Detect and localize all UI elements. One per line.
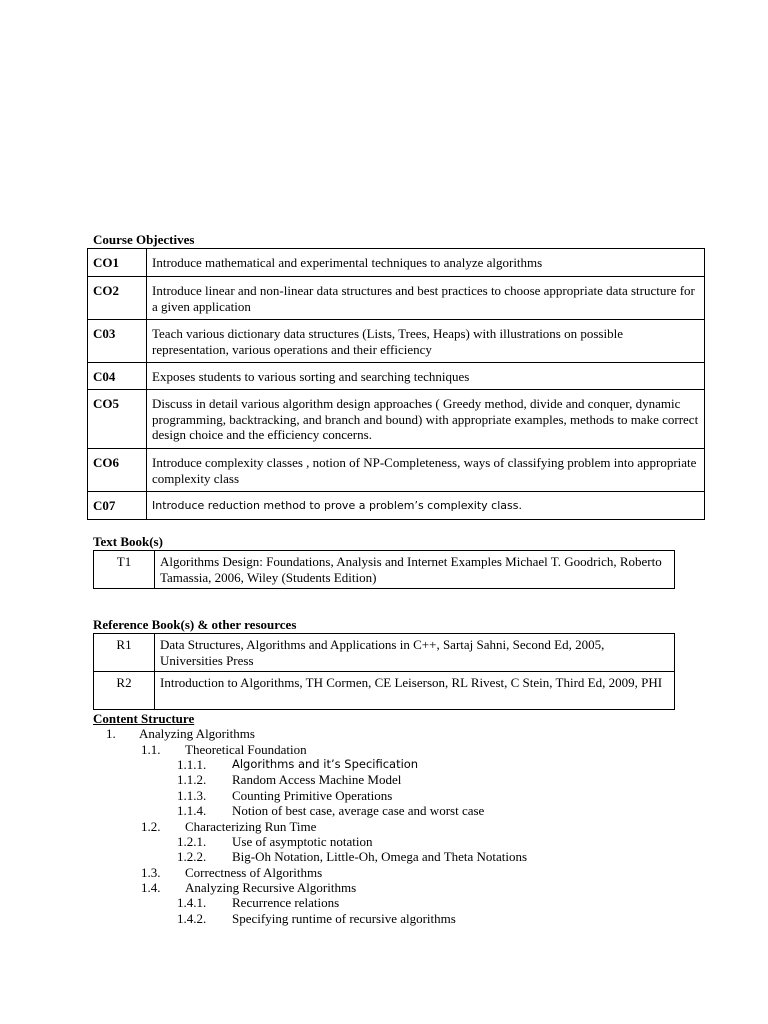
item-text: Theoretical Foundation — [185, 742, 307, 757]
co-description: Introduce reduction method to prove a problem’s complexity class. — [147, 492, 705, 520]
item-text: Characterizing Run Time — [185, 819, 317, 834]
table-row — [88, 449, 705, 492]
item-text: Random Access Machine Model — [232, 772, 402, 787]
item-number: 1.1. — [141, 742, 161, 757]
item-number: 1.1.2. — [177, 772, 207, 787]
co-code: C03 — [88, 320, 147, 363]
item-text: Algorithms and it’s Specification — [232, 757, 419, 771]
course-objectives-heading: Course Objectives — [93, 232, 195, 247]
table-row — [94, 634, 675, 672]
co-code: CO2 — [88, 277, 147, 320]
reference-books-heading: Reference Book(s) & other resources — [93, 617, 297, 632]
item-number: 1.1.3. — [177, 788, 207, 803]
book-description: Data Structures, Algorithms and Applications in C++, Sartaj Sahni, Second Ed, 2005, Universities Press — [155, 634, 675, 672]
item-text: Counting Primitive Operations — [232, 788, 393, 803]
co-code: C04 — [88, 363, 147, 390]
item-number: 1.1.4. — [177, 803, 207, 818]
table-row — [94, 551, 675, 589]
item-number: 1.1.1. — [177, 757, 207, 772]
table-row — [88, 249, 705, 277]
co-description: Discuss in detail various algorithm design approaches ( Greedy method, divide and conquer, dynamic programming, backtracking, and branch and bound) with appropriate examples, methods to make correct design choice and the efficiency concerns. — [147, 390, 705, 449]
co-code: C07 — [88, 492, 147, 520]
table-row — [88, 277, 705, 320]
item-text: Notion of best case, average case and worst case — [232, 803, 485, 818]
item-text: Analyzing Algorithms — [139, 726, 255, 741]
item-text: Specifying runtime of recursive algorithms — [232, 911, 456, 926]
item-number: 1.4.1. — [177, 895, 207, 910]
co-description: Introduce mathematical and experimental techniques to analyze algorithms — [147, 249, 705, 277]
co-description: Exposes students to various sorting and searching techniques — [147, 363, 705, 390]
table-row — [88, 320, 705, 363]
table-row — [94, 672, 675, 710]
table-row — [88, 492, 705, 520]
item-text: Recurrence relations — [232, 895, 340, 910]
item-text: Use of asymptotic notation — [232, 834, 373, 849]
co-code: CO5 — [88, 390, 147, 449]
item-number: 1.2.1. — [177, 834, 207, 849]
reference-books-table — [93, 633, 675, 710]
co-code: CO1 — [88, 249, 147, 277]
item-number: 1.2.2. — [177, 849, 207, 864]
book-description: Algorithms Design: Foundations, Analysis and Internet Examples Michael T. Goodrich, Roberto Tamassia, 2006, Wiley (Students Edition) — [155, 551, 675, 589]
text-books-heading: Text Book(s) — [93, 534, 163, 549]
book-code: T1 — [94, 551, 155, 589]
item-number: 1.4. — [141, 880, 161, 895]
book-description: Introduction to Algorithms, TH Cormen, CE Leiserson, RL Rivest, C Stein, Third Ed, 2009, PHI — [155, 672, 675, 710]
table-row — [88, 363, 705, 390]
co-description: Introduce linear and non-linear data structures and best practices to choose appropriate data structure for a given application — [147, 277, 705, 320]
table-row — [88, 390, 705, 449]
co-description: Teach various dictionary data structures (Lists, Trees, Heaps) with illustrations on possible representation, various operations and their efficiency — [147, 320, 705, 363]
co-code: CO6 — [88, 449, 147, 492]
text-books-table — [93, 550, 675, 589]
course-objectives-table — [87, 248, 705, 520]
book-code: R2 — [94, 672, 155, 710]
item-number: 1.4.2. — [177, 911, 207, 926]
item-number: 1.3. — [141, 865, 161, 880]
book-code: R1 — [94, 634, 155, 672]
item-text: Big-Oh Notation, Little-Oh, Omega and Theta Notations — [232, 849, 528, 864]
item-text: Correctness of Algorithms — [185, 865, 323, 880]
item-number: 1. — [106, 726, 116, 741]
content-structure-heading: Content Structure — [93, 711, 195, 726]
item-text: Analyzing Recursive Algorithms — [185, 880, 357, 895]
item-number: 1.2. — [141, 819, 161, 834]
co-description: Introduce complexity classes , notion of NP-Completeness, ways of classifying problem into appropriate complexity class — [147, 449, 705, 492]
